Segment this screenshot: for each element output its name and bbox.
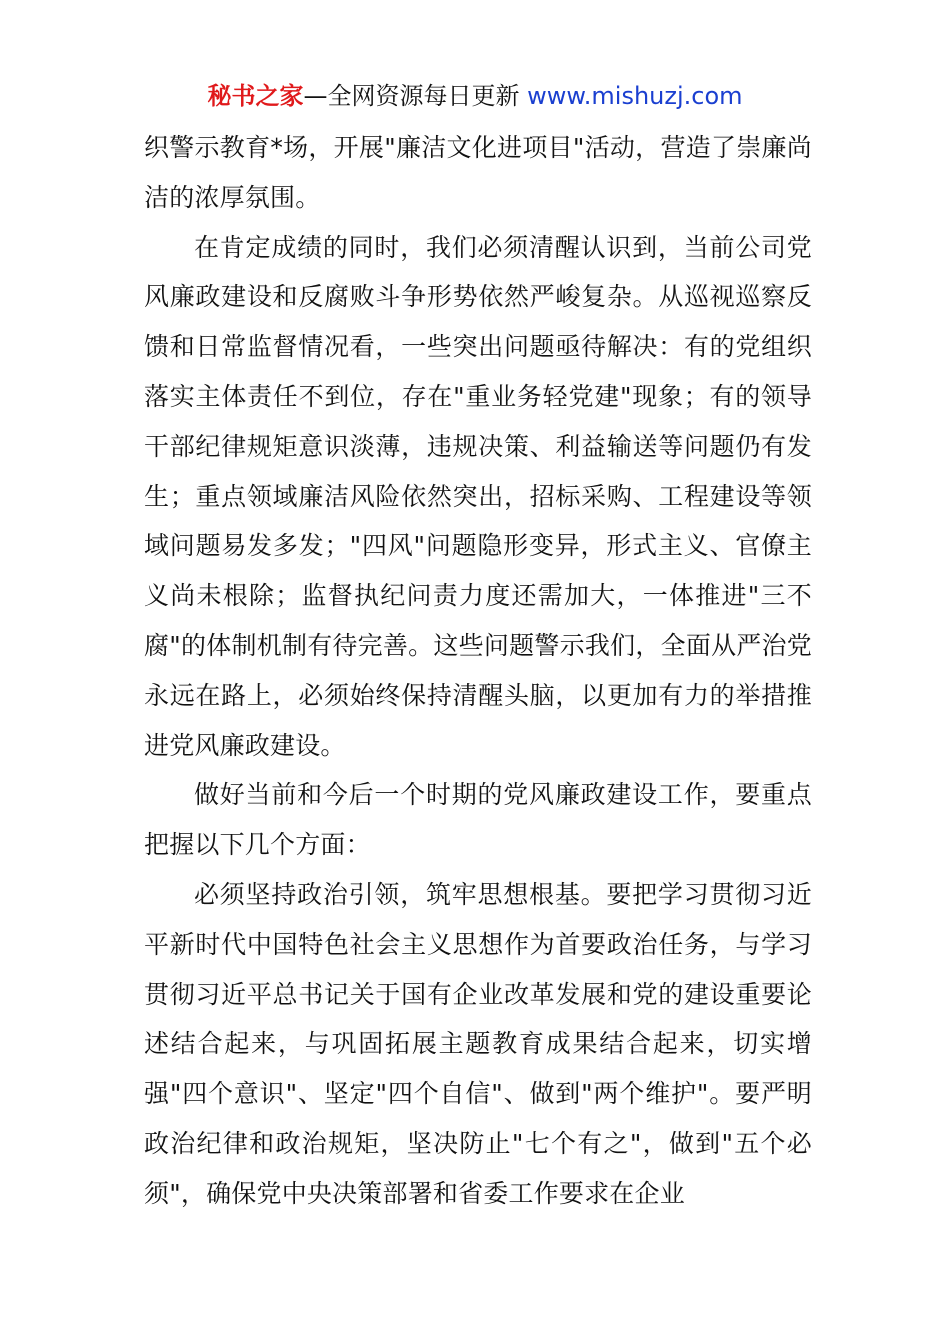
site-tagline: —全网资源每日更新 — [303, 82, 528, 110]
paragraph-continued: 织警示教育*场，开展"廉洁文化进项目"活动，营造了崇廉尚洁的浓厚氛围。 — [144, 133, 812, 212]
page-header — [0, 78, 950, 114]
site-brand: 秘书之家 — [207, 82, 304, 110]
site-url-link[interactable]: www.mishuzj.com — [527, 82, 743, 110]
paragraph-political-leadership: 必须坚持政治引领，筑牢思想根基。要把学习贯彻习近平新时代中国特色社会主义思想作为首要政治任务，与学习贯彻习近平总书记关于国有企业改革发展和党的建设重要论述结合起来，与巩固拓展主题教育成果结合起来，切实增强"四个意识"、坚定"四个自信"、做到"两个维护"。要严明政治纪律和政治规矩，坚决防止"七个有之"，做到"五个必须"，确保党中央决策部署和省委工作要求在企业 — [144, 879, 812, 1208]
paragraph-problems: 在肯定成绩的同时，我们必须清醒认识到，当前公司党风廉政建设和反腐败斗争形势依然严峻复杂。从巡视巡察反馈和日常监督情况看，一些突出问题亟待解决：有的党组织落实主体责任不到位，存在"重业务轻党建"现象；有的领导干部纪律规矩意识淡薄，违规决策、利益输送等问题仍有发生；重点领域廉洁风险依然突出，招标采购、工程建设等领域问题易发多发；"四风"问题隐形变异，形式主义、官僚主义尚未根除；监督执纪问责力度还需加大，一体推进"三不腐"的体制机制有待完善。这些问题警示我们，全面从严治党永远在路上，必须始终保持清醒头脑，以更加有力的举措推进党风廉政建设。 — [144, 232, 812, 760]
paragraph-key-points-intro: 做好当前和今后一个时期的党风廉政建设工作，要重点把握以下几个方面： — [144, 780, 812, 860]
document-body — [144, 123, 812, 1219]
